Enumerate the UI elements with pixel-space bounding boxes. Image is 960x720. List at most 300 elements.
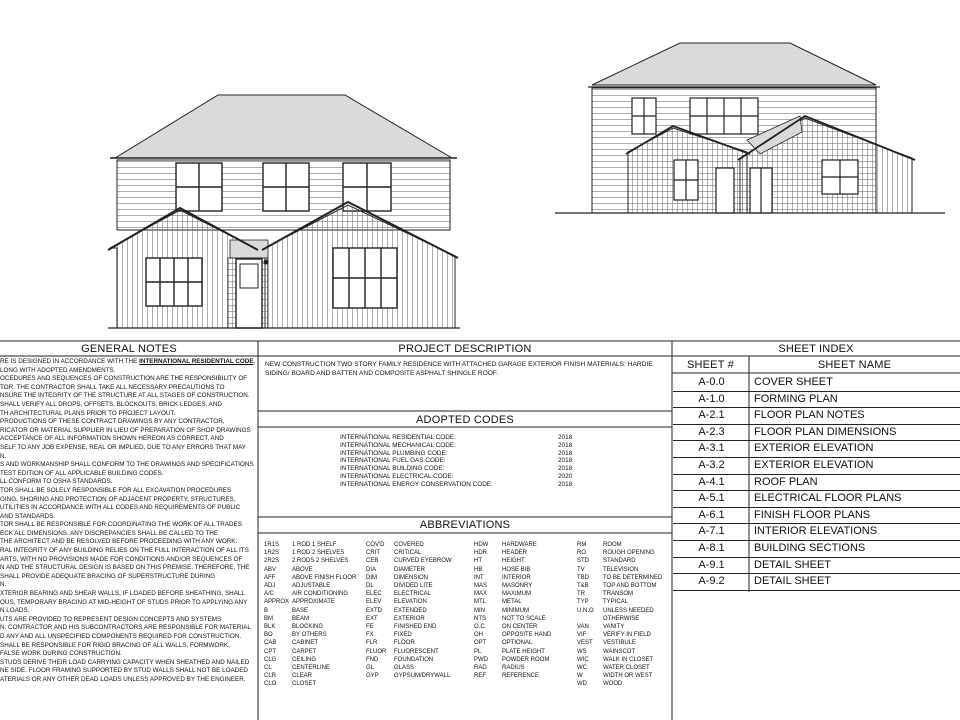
general-note-text: D ANY AND ALL UNSPECIFIED COMPONENTS REQUIRED FOR CONSTRUCTION.	[0, 633, 242, 640]
abbreviation-row	[264, 672, 356, 680]
code-year: 2018	[558, 441, 573, 449]
general-note-text: LL CONFORM TO OSHA STANDARDS.	[0, 478, 113, 486]
abbreviation-row	[366, 598, 452, 606]
abbreviation-key: WD	[577, 681, 587, 688]
sheet-name: EXTERIOR ELEVATION	[754, 442, 874, 455]
general-note-text: N AND THE STRUCTURAL DESIGN IS BASED ON THIS PREMISE. THEREFORE, THE	[0, 564, 250, 572]
abbreviation-row	[577, 680, 662, 688]
abbreviation-key: HDW	[474, 542, 489, 548]
abbreviation-row	[264, 631, 356, 639]
abbreviation-meaning: FLUORESCENT	[394, 648, 439, 655]
general-note-text: N.	[0, 452, 7, 460]
abbreviation-key: EXTD	[366, 607, 383, 614]
abbreviation-row	[264, 541, 356, 549]
abbreviation-key: RAD	[474, 665, 487, 672]
code-year: 2018	[558, 457, 573, 465]
abbreviation-row	[474, 582, 551, 590]
abbreviation-key: VIF	[577, 632, 587, 639]
abbreviation-key: FE	[366, 624, 374, 631]
general-note-text: SHALL BE RESPONSIBLE FOR RIGID BRACING OF ALL WALLS, FORMWORK,	[0, 641, 230, 649]
abbreviation-row	[577, 541, 662, 549]
general-note-line	[0, 427, 257, 436]
general-note-text: S AND WORKMANSHIP SHALL CONFORM TO THE DRAWINGS AND SPECIFICATIONS	[0, 461, 254, 469]
abbreviation-key: A/C	[264, 591, 275, 598]
abbreviation-row	[366, 557, 452, 565]
abbreviation-key: TBD	[577, 574, 589, 581]
general-note-line	[0, 556, 257, 565]
sheet-name: ELECTRICAL FLOOR PLANS	[754, 492, 902, 505]
abbreviation-meaning: GLASS	[394, 665, 415, 672]
general-note-text: AND STANDARDS.	[0, 512, 56, 520]
abbreviation-meaning: CLEAR	[292, 673, 313, 680]
abbreviation-row	[474, 631, 551, 639]
general-note-text: TOR SHALL BE SOLELY RESPONSIBLE FOR ALL EXCAVATION PROCEDURES	[0, 486, 232, 494]
sheet-number: A-4.1	[698, 475, 725, 488]
sheet-name: ROOF PLAN	[754, 475, 818, 488]
general-note-text: INTERNATIONAL RESIDENTIAL CODE	[139, 358, 254, 365]
abbreviation-row	[264, 582, 356, 590]
sheet-name: FORMING PLAN	[754, 392, 838, 405]
general-note-line	[0, 599, 257, 608]
abbreviation-key: HT	[474, 558, 482, 565]
general-note-text: LONG WITH ADOPTED AMENDMENTS.	[0, 366, 116, 374]
abbreviation-key: CRIT	[366, 550, 380, 557]
abbreviation-meaning: WAINSCOT	[603, 648, 636, 655]
abbreviation-meaning: 1 ROD 1 SHELF	[292, 542, 337, 548]
abbreviation-meaning: PLATE HEIGHT	[502, 648, 545, 655]
sheet-index-row	[673, 557, 960, 575]
abbreviation-row	[264, 639, 356, 647]
abbreviation-key: OPT	[474, 640, 487, 647]
adopted-codes-list	[340, 434, 580, 489]
abbreviation-row	[577, 590, 662, 598]
general-note-text: GING, SHORING AND PROTECTION OF ADJACENT PROPERTY, STRUCTURES,	[0, 495, 236, 503]
code-row	[340, 481, 580, 489]
abbreviation-key: STD	[577, 558, 589, 565]
general-note-text: UTILITIES IN ACCORDANCE WITH ALL CODES AND REQUIREMENTS OF PUBLIC	[0, 504, 241, 512]
abbreviation-meaning: DIAMETER	[394, 566, 426, 573]
abbreviation-key: MAS	[474, 583, 488, 590]
abbreviation-meaning: BASE	[292, 607, 309, 614]
sheet-name: COVER SHEET	[754, 376, 833, 388]
code-name: INTERNATIONAL FUEL GAS CODE:	[340, 457, 446, 465]
general-note-line	[0, 375, 257, 384]
code-name: INTERNATIONAL ENERGY CONSERVATION CODE:	[340, 480, 493, 488]
abbreviation-row	[474, 574, 551, 582]
abbreviation-key: WS	[577, 648, 587, 655]
abbreviation-meaning: WATER CLOSET	[603, 665, 650, 672]
abbreviation-key: RM	[577, 542, 587, 548]
abbreviation-row	[474, 615, 551, 623]
code-row	[340, 473, 580, 481]
abbreviation-meaning: ELECTRICAL	[394, 591, 432, 598]
abbreviation-meaning: AIR CONDITIONING	[292, 591, 349, 598]
sheet-index-row	[673, 573, 960, 591]
abbreviation-row	[366, 648, 452, 656]
general-note-line	[0, 521, 257, 530]
abbreviation-row	[577, 607, 662, 615]
abbreviation-meaning: STANDARD	[603, 558, 636, 565]
abbreviation-row	[474, 607, 551, 615]
abbreviation-row	[366, 664, 452, 672]
abbreviation-row	[366, 623, 452, 631]
general-note-text: RE IS DESIGNED IN ACCORDANCE WITH THE	[0, 358, 140, 365]
sheet-name: EXTERIOR ELEVATION	[754, 459, 874, 471]
abbreviation-key: MAX	[474, 591, 488, 598]
abbreviation-meaning: TYPICAL	[603, 599, 629, 606]
general-note-line	[0, 358, 257, 367]
general-note-line	[0, 401, 257, 410]
general-note-line	[0, 538, 257, 547]
general-note-text: TOR. THE CONTRACTOR SHALL TAKE ALL NECESSARY PRECAUTIONS TO	[0, 383, 225, 391]
abbreviation-key: FLR	[366, 640, 378, 647]
abbreviation-row	[366, 607, 452, 615]
abbreviation-meaning: ELEVATION	[394, 599, 427, 606]
abbreviation-key: FLUOR	[366, 648, 387, 655]
abbreviation-meaning: CURVED EYEBROW	[394, 558, 452, 565]
sheet-name: FLOOR PLAN DIMENSIONS	[754, 425, 897, 438]
abbreviation-row	[366, 549, 452, 557]
code-year: 2020	[558, 472, 573, 480]
abbreviation-row	[264, 557, 356, 565]
abbreviation-meaning: TRANSOM	[603, 591, 633, 598]
abbreviation-meaning: BEAM	[292, 615, 310, 622]
abbreviation-meaning: WOOD	[603, 681, 623, 688]
abbreviation-key: VAN	[577, 624, 589, 631]
abbreviation-row	[264, 664, 356, 672]
general-note-line	[0, 461, 257, 470]
abbreviation-column	[474, 541, 551, 680]
abbreviation-meaning: OPPOSITE HAND	[502, 632, 552, 639]
abbreviation-row	[264, 680, 356, 688]
code-row	[340, 457, 580, 465]
sheet-index-row	[673, 540, 960, 558]
abbreviation-meaning: CARPET	[292, 648, 317, 655]
abbreviation-column	[577, 541, 662, 689]
sheet-index-row	[673, 474, 960, 492]
abbreviation-meaning: FOUNDATION	[394, 656, 434, 663]
sheet-number: A-2.3	[698, 425, 725, 438]
abbreviation-key: APPROX	[264, 599, 290, 606]
abbreviation-key: ELEC	[366, 591, 382, 598]
abbreviation-row	[577, 664, 662, 672]
general-note-line	[0, 659, 257, 668]
abbreviation-key: PL	[474, 648, 482, 655]
general-note-line	[0, 667, 257, 676]
abbreviation-key: HDR	[474, 550, 487, 557]
abbreviation-meaning: TO BE DETERMINED	[603, 574, 663, 581]
abbreviation-row	[577, 672, 662, 680]
sheet-number: A-3.2	[698, 459, 725, 471]
abbreviation-key: HB	[474, 566, 483, 573]
abbreviation-meaning: BY OTHERS	[292, 632, 327, 639]
abbreviation-key: CLR	[264, 673, 277, 680]
abbreviation-key: VEST	[577, 640, 593, 647]
abbreviation-row	[264, 648, 356, 656]
sheet-number: A-9.2	[698, 575, 725, 588]
general-note-text: PRODUCTIONS OF THESE CONTRACT DRAWINGS BY ANY CONTRACTOR,	[0, 418, 225, 426]
abbreviation-row	[474, 549, 551, 557]
general-note-text: SHALL VERIFY ALL DROPS, OFFSETS, BLOCKOUTS, BRICK LEDGES, AND	[0, 400, 222, 408]
abbreviations-title: ABBREVIATIONS	[419, 519, 511, 531]
abbreviation-row	[577, 656, 662, 664]
code-name: INTERNATIONAL PLUMBING CODE:	[340, 449, 448, 457]
general-note-line	[0, 435, 257, 444]
abbreviation-row	[366, 631, 452, 639]
general-note-text: ,	[253, 358, 256, 365]
sheet-number: A-6.1	[698, 508, 725, 521]
abbreviation-key: 1R1S	[264, 542, 280, 548]
abbreviation-row	[577, 598, 662, 606]
sheet-index-row	[673, 490, 960, 508]
abbreviation-column	[264, 541, 356, 689]
abbreviation-row	[366, 566, 452, 574]
abbreviation-key: CLO	[264, 681, 277, 688]
abbreviation-meaning: FINISHED END	[394, 624, 437, 631]
abbreviation-meaning: METAL	[502, 599, 522, 606]
abbreviation-row	[264, 607, 356, 615]
code-year: 2018	[558, 465, 573, 473]
general-note-line	[0, 547, 257, 556]
sheet-name: FLOOR PLAN NOTES	[754, 409, 865, 422]
abbreviation-meaning: EXTENDED	[394, 607, 427, 614]
abbreviation-meaning: HEADER	[502, 550, 528, 557]
abbreviation-row	[264, 574, 356, 582]
abbreviation-row	[474, 656, 551, 664]
abbreviation-meaning: ADJUSTABLE	[292, 583, 331, 590]
abbreviation-row	[474, 541, 551, 549]
abbreviation-key: CAB	[264, 640, 277, 647]
abbreviation-key: FX	[366, 632, 374, 639]
abbreviation-key: ADJ	[264, 583, 276, 590]
abbreviation-key: PWD	[474, 656, 488, 663]
abbreviation-meaning: VANITY	[603, 624, 625, 631]
abbreviation-meaning: UNLESS NEEDED	[603, 607, 654, 614]
sheet-index-row	[673, 391, 960, 409]
general-note-text: XTERIOR BEARING AND SHEAR WALLS, IF LOADED BEFORE SHEATHING, SHALL	[0, 590, 245, 598]
general-note-text: ECK ALL DIMENSIONS. ANY DISCREPANCIES SHALL BE CALLED TO THE	[0, 529, 219, 537]
general-note-text: NSURE THE INTEGRITY OF THE STRUCTURE AT ALL STAGES OF CONSTRUCTION.	[0, 392, 250, 400]
abbreviation-meaning: CABINET	[292, 640, 319, 647]
abbreviation-row	[474, 598, 551, 606]
sheet-name: FINISH FLOOR PLANS	[754, 508, 871, 521]
general-note-text: FALSE WORK DURING CONSTRUCTION.	[0, 650, 122, 658]
abbreviation-key: FND	[366, 656, 379, 663]
general-note-line	[0, 633, 257, 642]
abbreviation-row	[577, 639, 662, 647]
abbreviation-row	[577, 549, 662, 557]
abbreviation-key: REF	[474, 673, 486, 680]
abbreviation-row	[264, 656, 356, 664]
general-note-line	[0, 581, 257, 590]
abbreviation-meaning: COVERED	[394, 542, 424, 548]
general-note-line	[0, 624, 257, 633]
abbreviation-key: TV	[577, 566, 585, 573]
abbreviation-row	[577, 582, 662, 590]
general-note-text: NE SIDE. FLOOR FRAMING SUPPORTED BY STUD WALLS SHALL NOT BE LOADED	[0, 667, 248, 675]
project-description-line: NEW CONSTRUCTION TWO STORY FAMILY RESIDENCE WITH ATTACHED GARAGE EXTERIOR FINISH MATERIALS: HARDIE	[265, 361, 653, 368]
code-year: 2018	[558, 434, 573, 441]
abbreviation-meaning: INTERIOR	[502, 574, 531, 581]
general-note-line	[0, 418, 257, 427]
general-note-text: SELF TO ANY JOB EXPENSE, REAL OR IMPLIED, DUE TO ANY ERRORS THAT MAY	[0, 443, 247, 451]
code-row	[340, 442, 580, 450]
abbreviation-key: WC	[577, 665, 587, 672]
abbreviation-row	[474, 648, 551, 656]
abbreviation-key: CEB	[366, 558, 379, 565]
sheet-number: A-2.1	[698, 409, 725, 422]
general-note-line	[0, 530, 257, 539]
general-note-line	[0, 590, 257, 599]
code-year: 2018	[558, 480, 573, 488]
general-note-text: SHALL PROVIDE ADEQUATE BRACING OF SUPERSTRUCTURE DURING	[0, 572, 216, 580]
abbreviation-key: DL	[366, 583, 374, 590]
abbreviation-key: NTS	[474, 615, 486, 622]
abbreviation-row	[264, 598, 356, 606]
abbreviation-row	[366, 574, 452, 582]
abbreviation-row	[577, 574, 662, 582]
abbreviation-meaning: GYPSUM/DRYWALL	[394, 673, 451, 680]
abbreviation-row	[366, 541, 452, 549]
sheet-number: A-3.1	[698, 442, 725, 455]
abbreviation-row	[366, 672, 452, 680]
abbreviation-key: GYP	[366, 673, 379, 680]
abbreviation-meaning: WIDTH OR WEST	[603, 673, 653, 680]
general-note-text: OUS, TEMPORARY BRACING AT MID-HEIGHT OF STUDS PRIOR TO APPLYING ANY	[0, 598, 248, 606]
general-note-line	[0, 367, 257, 376]
abbreviation-row	[474, 566, 551, 574]
abbreviation-row	[474, 664, 551, 672]
abbreviation-key	[577, 615, 603, 623]
abbreviation-key: MIN	[474, 607, 485, 614]
general-note-text: RAL INTEGRITY OF ANY BUILDING RELIES ON THE FULL INTERACTION OF ALL ITS	[0, 547, 249, 555]
sheet-name: INTERIOR ELEVATIONS	[754, 525, 878, 538]
abbreviation-row	[264, 623, 356, 631]
sheet-name: BUILDING SECTIONS	[754, 542, 866, 554]
sheet-index-row	[673, 523, 960, 541]
general-note-text: ARTS, WITH NO PROVISIONS MADE FOR CONDITIONS AND/OR SEQUENCES OF	[0, 555, 243, 563]
abbreviation-key: T&B	[577, 583, 589, 590]
general-note-line	[0, 607, 257, 616]
general-note-text: N.	[0, 581, 7, 589]
abbreviation-key: AFF	[264, 574, 276, 581]
general-note-line	[0, 513, 257, 522]
general-note-line	[0, 676, 257, 685]
abbreviation-column	[366, 541, 452, 680]
general-note-line	[0, 392, 257, 401]
abbreviation-meaning: DIVIDED LITE	[394, 583, 433, 590]
abbreviation-meaning: HOSE BIB	[502, 566, 531, 573]
sheet-number: A-9.1	[698, 558, 725, 571]
general-note-line	[0, 410, 257, 419]
project-description-text	[265, 360, 665, 378]
abbreviation-row	[264, 549, 356, 557]
sheet-number: A-1.0	[698, 392, 725, 405]
code-name: INTERNATIONAL RESIDENTIAL CODE:	[340, 434, 456, 441]
abbreviation-meaning: FIXED	[394, 632, 412, 639]
abbreviation-key: COV'D	[366, 542, 385, 548]
abbreviation-key: BLK	[264, 624, 276, 631]
abbreviation-key: TR	[577, 591, 585, 598]
abbreviation-meaning: TELEVISION	[603, 566, 639, 573]
general-note-text: N LOADS.	[0, 607, 30, 615]
abbreviation-key: MTL	[474, 599, 486, 606]
abbreviation-meaning: VESTIBULE	[603, 640, 637, 647]
general-note-line	[0, 453, 257, 462]
sheet-number: A-7.1	[698, 525, 725, 538]
general-note-line	[0, 470, 257, 479]
sheet-name: DETAIL SHEET	[754, 558, 832, 571]
general-note-line	[0, 478, 257, 487]
code-row	[340, 465, 580, 473]
general-note-text: OCEDURES AND SEQUENCES OF CONSTRUCTION ARE THE RESPONSIBILITY OF	[0, 375, 248, 383]
code-row	[340, 450, 580, 458]
project-description-line: SIDING/ BOARD AND BATTEN AND COMPOSITE ASPHALT SHINGLE ROOF.	[265, 370, 499, 377]
general-note-line	[0, 384, 257, 393]
general-note-line	[0, 573, 257, 582]
abbreviation-key: O.C.	[474, 624, 487, 631]
abbreviation-row	[577, 648, 662, 656]
sheet-index-row	[673, 507, 960, 525]
abbreviation-meaning: OPTIONAL	[502, 640, 533, 647]
abbreviation-meaning: 1 ROD 2 SHELVES	[292, 550, 345, 557]
general-note-line	[0, 496, 257, 505]
abbreviation-meaning: CEILING	[292, 656, 317, 663]
sheet-number: A-5.1	[698, 492, 725, 505]
general-note-line	[0, 504, 257, 513]
abbreviation-meaning: OTHERWISE	[603, 615, 640, 622]
sheet-index-title: SHEET INDEX	[778, 343, 854, 355]
general-note-line	[0, 564, 257, 573]
abbreviation-key: CLG	[264, 656, 277, 663]
abbreviation-row	[264, 615, 356, 623]
general-note-line	[0, 616, 257, 625]
abbreviation-key: DIA	[366, 566, 377, 573]
general-notes-body	[0, 358, 257, 685]
sheet-index-row	[673, 407, 960, 425]
abbreviation-key: 2R2S	[264, 558, 280, 565]
abbreviation-meaning: DIMENSION	[394, 574, 429, 581]
abbreviation-row	[264, 566, 356, 574]
abbreviation-key: INT	[474, 574, 484, 581]
abbreviation-key: B	[264, 607, 269, 614]
abbreviation-key: TYP	[577, 599, 589, 606]
abbreviation-meaning: POWDER ROOM	[502, 656, 550, 663]
sheet-number-header: SHEET #	[686, 359, 735, 371]
abbreviation-key: OH	[474, 632, 483, 639]
adopted-codes-title: ADOPTED CODES	[416, 414, 514, 426]
abbreviation-row	[577, 623, 662, 631]
abbreviation-row	[366, 590, 452, 598]
abbreviation-key: W	[577, 673, 583, 680]
abbreviation-meaning: HEIGHT	[502, 558, 525, 565]
abbreviation-meaning: 2 RODS 2 SHELVES	[292, 558, 349, 565]
abbreviation-meaning: FLOOR	[394, 640, 415, 647]
abbreviation-key: U.N.O	[577, 607, 594, 614]
abbreviation-meaning: CENTERLINE	[292, 665, 331, 672]
abbreviation-meaning: REFERENCE	[502, 673, 540, 680]
abbreviation-row	[474, 557, 551, 565]
general-note-text: RICATOR OR MATERIAL SUPPLIER IN LIEU OF PREPARATION OF SHOP DRAWINGS	[0, 426, 251, 434]
general-note-text: STUDS DERIVE THEIR LOAD CARRYING CAPACITY WHEN SHEATHED AND NAILED	[0, 658, 250, 666]
abbreviation-meaning: CLOSET	[292, 681, 317, 688]
abbreviation-key: ELEV	[366, 599, 382, 606]
abbreviation-key: RO	[577, 550, 586, 557]
general-note-text: TOR SHALL BE RESPONSIBLE FOR COORDINATING THE WORK OF ALL TRADES	[0, 521, 242, 529]
general-note-text: ATERIALS OR ANY OTHER DEAD LOADS UNLESS APPROVED BY THE ENGINEER.	[0, 675, 246, 683]
abbreviation-meaning: NOT TO SCALE	[502, 615, 546, 622]
abbreviation-key: EXT	[366, 615, 378, 622]
